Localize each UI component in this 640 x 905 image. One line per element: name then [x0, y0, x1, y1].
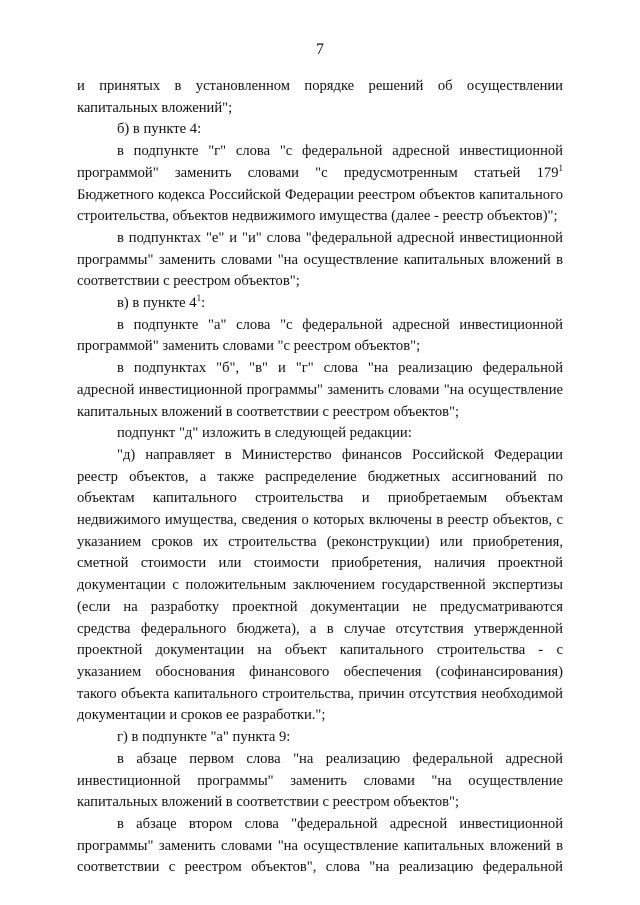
text-run: в абзаце первом слова "на реализацию федеральной адресной инвестиционной программы" заменить словами "на осуществление капитальных вложений в соответствии с реестром объектов"; — [77, 750, 563, 811]
paragraph-subitem-a — [77, 315, 563, 358]
paragraph-item-b — [77, 119, 563, 141]
text-run: в) в пункте 4 — [117, 295, 197, 312]
text-run: подпункт "д" изложить в следующей редакции: — [117, 425, 412, 442]
document-body — [77, 76, 563, 879]
text-run: "д) направляет в Министерство финансов Российской Федерации реестр объектов, а также распределение бюджетных ассигнований по объектам капитального строительства и приобретаемым объектам недвижимого имущества, сведения о которых включены в реестр объектов, с указанием сроков их строительства (реконструкции) или приобретения, сметной стоимости или стоимости приобретения, наличия проектной документации с положительным заключением государственной экспертизы (если на разработку проектной документации не предусматриваются средства федерального бюджета), а в случае отсутствия утвержденной проектной документации на объект капитального строительства - с указанием обоснования финансового обеспечения (софинансирования) такого объекта капитального строительства, причин отсутствия необходимой документации и сроков ее разработки."; — [77, 446, 563, 724]
paragraph-subitems-e-i — [77, 228, 563, 293]
text-run: г) в подпункте "а" пункта 9: — [117, 729, 291, 746]
paragraph-subitems-b-v-g — [77, 358, 563, 423]
paragraph-item-v — [77, 293, 563, 315]
text-run: в подпунктах "б", "в" и "г" слова "на реализацию федеральной адресной инвестиционной программы" заменить словами "на осуществление капитальных вложений в соответствии с реестром объектов"; — [77, 360, 563, 420]
text-run: Бюджетного кодекса Российской Федерации реестром объектов капитального строительства, объектов недвижимого имущества (далее - реестр объектов)"; — [77, 186, 563, 225]
page-number: 7 — [316, 41, 324, 58]
text-run: в подпункте "а" слова "с федеральной адресной инвестиционной программой" заменить словами "с реестром объектов"; — [77, 316, 563, 355]
paragraph-subitem-g — [77, 141, 563, 228]
footnote-superscript: 1 — [196, 293, 202, 304]
paragraph-subitem-d-intro — [77, 423, 563, 445]
footnote-superscript: 1 — [558, 162, 563, 173]
text-run: б) в пункте 4: — [117, 121, 202, 138]
paragraph-item-g — [77, 727, 563, 749]
text-run: в подпунктах "е" и "и" слова "федеральной адресной инвестиционной программы" заменить словами "на осуществление капитальных вложений в соответствии с реестром объектов"; — [77, 229, 563, 290]
paragraph-first-abzac — [77, 749, 563, 814]
paragraph-subitem-d-text — [77, 445, 563, 727]
text-run: : — [201, 295, 206, 312]
text-run: и принятых в установленном порядке решений об осуществлении капитальных вложений"; — [77, 78, 563, 116]
text-run: в подпункте "г" слова "с федеральной адресной инвестиционной программой" заменить словами "с предусмотренным статьей 179 — [77, 143, 563, 181]
paragraph-second-abzac — [77, 814, 563, 879]
paragraph-continuation — [77, 76, 563, 119]
text-run: в абзаце втором слова "федеральной адресной инвестиционной программы" заменить словами "на осуществление капитальных вложений в соответствии с реестром объектов", слова "на реализацию федеральной — [77, 815, 563, 876]
